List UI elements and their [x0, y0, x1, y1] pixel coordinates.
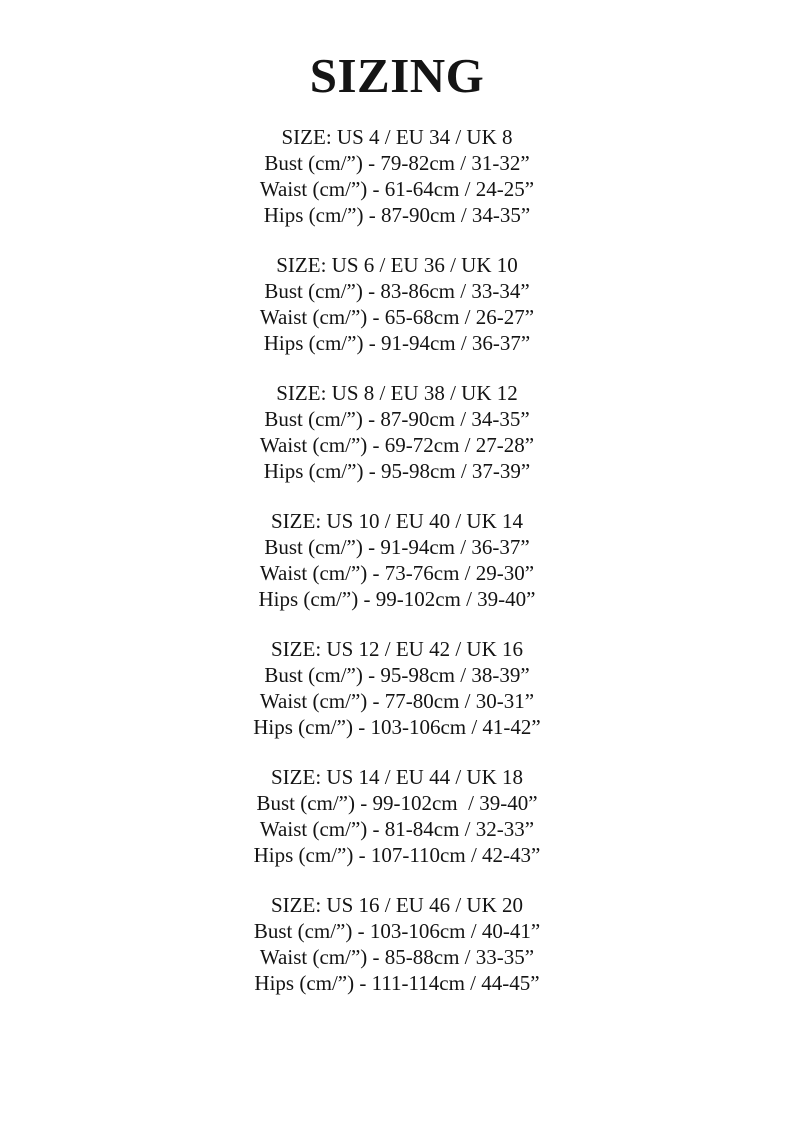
size-heading: SIZE: US 8 / EU 38 / UK 12 [276, 381, 518, 405]
bust-measurement: Bust (cm/”) - 79-82cm / 31-32” [264, 151, 530, 175]
waist-measurement: Waist (cm/”) - 85-88cm / 33-35” [259, 945, 535, 969]
waist-measurement: Waist (cm/”) - 81-84cm / 32-33” [259, 817, 535, 841]
size-heading: SIZE: US 6 / EU 36 / UK 10 [276, 253, 518, 277]
page-title: SIZING [309, 48, 485, 103]
hips-measurement: Hips (cm/”) - 107-110cm / 42-43” [253, 843, 541, 867]
waist-measurement: Waist (cm/”) - 61-64cm / 24-25” [259, 177, 535, 201]
hips-measurement: Hips (cm/”) - 99-102cm / 39-40” [258, 587, 536, 611]
bust-measurement: Bust (cm/”) - 87-90cm / 34-35” [264, 407, 530, 431]
size-block-us4 [0, 124, 794, 228]
hips-measurement: Hips (cm/”) - 95-98cm / 37-39” [263, 459, 531, 483]
waist-measurement: Waist (cm/”) - 65-68cm / 26-27” [259, 305, 535, 329]
hips-measurement: Hips (cm/”) - 111-114cm / 44-45” [254, 971, 540, 995]
waist-measurement: Waist (cm/”) - 69-72cm / 27-28” [259, 433, 535, 457]
size-heading: SIZE: US 12 / EU 42 / UK 16 [271, 637, 523, 661]
size-heading: SIZE: US 4 / EU 34 / UK 8 [281, 125, 513, 149]
size-block-us16 [0, 892, 794, 996]
size-block-us12 [0, 636, 794, 740]
size-heading: SIZE: US 14 / EU 44 / UK 18 [271, 765, 523, 789]
size-list [0, 124, 794, 1020]
waist-measurement: Waist (cm/”) - 77-80cm / 30-31” [259, 689, 535, 713]
bust-measurement: Bust (cm/”) - 103-106cm / 40-41” [253, 919, 541, 943]
hips-measurement: Hips (cm/”) - 103-106cm / 41-42” [253, 715, 541, 739]
hips-measurement: Hips (cm/”) - 91-94cm / 36-37” [263, 331, 531, 355]
bust-measurement: Bust (cm/”) - 99-102cm / 39-40” [256, 791, 538, 815]
bust-measurement: Bust (cm/”) - 83-86cm / 33-34” [264, 279, 530, 303]
size-heading: SIZE: US 16 / EU 46 / UK 20 [271, 893, 523, 917]
waist-measurement: Waist (cm/”) - 73-76cm / 29-30” [259, 561, 535, 585]
bust-measurement: Bust (cm/”) - 95-98cm / 38-39” [264, 663, 530, 687]
bust-measurement: Bust (cm/”) - 91-94cm / 36-37” [264, 535, 530, 559]
size-block-us14 [0, 764, 794, 868]
size-block-us6 [0, 252, 794, 356]
hips-measurement: Hips (cm/”) - 87-90cm / 34-35” [263, 203, 531, 227]
size-block-us8 [0, 380, 794, 484]
size-block-us10 [0, 508, 794, 612]
size-heading: SIZE: US 10 / EU 40 / UK 14 [271, 509, 523, 533]
